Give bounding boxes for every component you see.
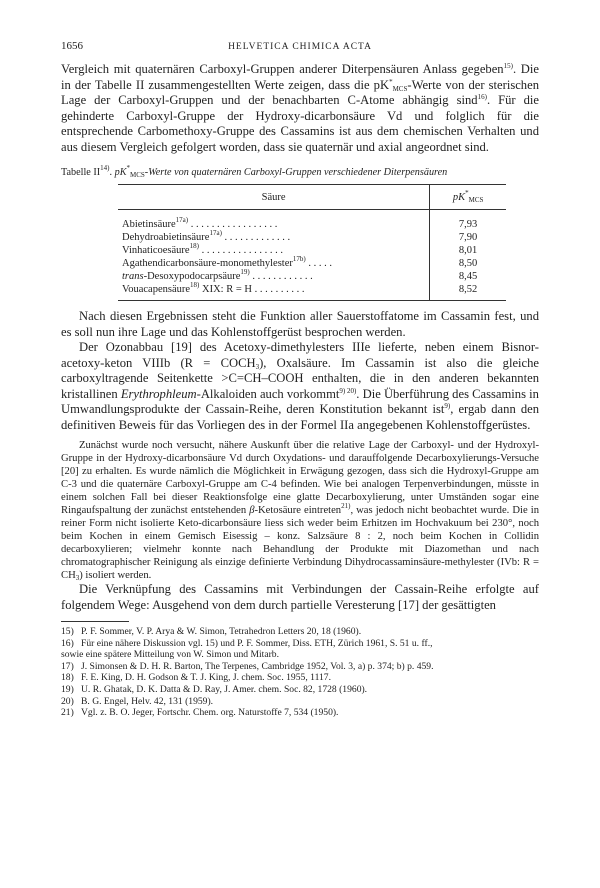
page <box>61 40 539 719</box>
paragraph-linkage: Die Verknüpfung des Cassamins mit Verbindungen der Cassain-Reihe erfolgte auf folgendem Wege: Ausgehend von dem durch partielle Veresterung [17] der gesättigten <box>61 582 539 612</box>
footnote: 19) U. R. Ghatak, D. K. Datta & D. Ray, J. Amer. chem. Soc. 82, 1728 (1960). <box>61 683 368 695</box>
paragraph-pk-values: Vergleich mit quaternären Carboxyl-Gruppen anderer Diterpensäuren Anlass gegeben$^{15)}$. Die in der Tabelle II zusammengestellten Werte zeigen, dass die $pK^*_{MCS}$-Werte von der sterischen Lage der Carboxyl-Gruppen und der benachbarten C-Atome abhängig sind$^{16)}$. Für die gehinderte Carboxyl-Gruppe der Hydroxy-dicarbonsäure Vd und folglich für die entsprechende Carbomethoxy-Gruppe des Cassamins ist aus dem chemischen Verhalten und aus diesem Vergleich gefolgert worden, dass sie quaternär und axial angeordnet sind. <box>61 62 539 154</box>
table-row: trans-Desoxypodocarpsäure$^{19)}$ . . . . . . . . . . . . 8,45 <box>118 270 506 283</box>
paragraph-results: Nach diesen Ergebnissen steht die Funktion aller Sauerstoffatome im Cassamin fest, und es soll nun ihre Lage und das Kohlenstoffgerüst besprochen werden. <box>61 309 539 339</box>
footnote: 15) P. F. Sommer, V. P. Arya & W. Simon, Tetrahedron Letters 20, 18 (1960). <box>61 626 362 637</box>
footnote-divider <box>61 621 129 622</box>
column-header-acid: Säure <box>118 185 430 210</box>
table-row: Agathendicarbonsäure-monomethylester$^{17b)}$ . . . . . 8,50 <box>118 257 506 270</box>
table-row: Dehydroabietinsäure$^{17a)}$ . . . . . . . . . . . . . 7,90 <box>118 231 506 244</box>
table-header-row <box>118 185 506 210</box>
footnote-continuation: sowie eine spätere Mitteilung von W. Simon und Mitarb. <box>61 649 279 661</box>
column-header-pk: $pK^*_{MCS}$ <box>430 185 506 210</box>
pk-table <box>118 184 506 301</box>
footnote: 20) B. G. Engel, Helv. 42, 131 (1959). <box>61 695 214 707</box>
table-row: Abietinsäure$^{17a)}$ . . . . . . . . . . . . . . . . . 7,93 <box>118 210 506 232</box>
footnote: 17) J. Simonsen & D. H. R. Barton, The Terpenes, Cambridge 1952, Vol. 3, a) p. 374; b) p. 459. <box>61 660 434 672</box>
journal-title: HELVETICA CHIMICA ACTA <box>228 42 372 52</box>
paragraph-ozonolysis: Der Ozonabbau [19] des Acetoxy-dimethylesters IIIe lieferte, neben einem Bisnor-acetoxy-keton VIIIb $(R = COCH_3)$, Oxalsäure. Im Cassamin ist also die gleiche carboxyltragende Seitenkette >C=CH–COOH enthalten, die in den anderen bekannten kristallinen Erythrophleum-Alkaloiden auch vorkommt$^{9) 20)}$. Die Überführung des Cassamins in Umwandlungsprodukte der Cassain-Reihe, deren Konstitution bekannt ist$^{9)}$, ergab dann den definitiven Beweis für das Vorliegen des in der Formel IIa angegebenen Kohlenstoffgerüstes. <box>61 340 540 432</box>
table-caption: Tabelle II$^{14)}$. $pK^*_{MCS}$-Werte von quaternären Carboxyl-Gruppen verschiedener Diterpensäuren <box>61 164 448 179</box>
table-row: Vouacapensäure$^{18)}$ XIX: R = H . . . . . . . . . . 8,52 <box>118 283 506 301</box>
footnote: 21) Vgl. z. B. O. Jeger, Fortschr. Chem. org. Naturstoffe 7, 534 (1950). <box>61 707 339 719</box>
footnote: 16) Für eine nähere Diskussion vgl. 15) und P. F. Sommer, Diss. ETH, Zürich 1961, S. 51 u. ff., <box>61 637 433 649</box>
footnote: 18) F. E. King, D. H. Godson & T. J. King, J. chem. Soc. 1955, 1117. <box>61 672 331 684</box>
table-row: Vinhaticoesäure$^{18)}$ . . . . . . . . . . . . . . . . 8,01 <box>118 244 506 257</box>
footnotes <box>61 626 539 719</box>
page-header <box>61 40 539 62</box>
paragraph-small-experimental: Zunächst wurde noch versucht, nähere Auskunft über die relative Lage der Carboxyl- und der Hydroxyl-Gruppe in der Hydroxy-dicarbonsäure Vd durch Oxydations- und darauffolgende Decarboxylierungs-Versuche [20] zu erhalten. Es wurde nämlich die Möglichkeit in Erwägung gezogen, dass sich die Hydroxyl-Gruppe am C-3 und die quaternäre Carboxyl-Gruppe am C-4 befinden. Wie bei analogen Terpenverbindungen, müsste in einem solchen Fall bei dieser Reaktionsfolge eine glatte Decarboxylierung, unter Umständen sogar eine Ringaufspaltung der zunächst entstehenden β-Ketosäure eintreten$^{21)}$, was jedoch nicht beobachtet wurde. Die in reiner Form nicht isolierte Keto-dicarbonsäure liess sich weder beim Erhitzen im Hochvakuum bei 230°, noch beim Kochen in einem Gemisch Eisessig – konz. Salzsäure 8 : 2, noch beim Kochen in Collidin decarboxylieren; vielmehr konnte nach Behandlung der Produkte mit Diazomethan und nach chromatographischer Reinigung als einzige definierte Verbindung Dihydrocassaminsäure-methylester (IVb: $R = CH_3$) isoliert werden. <box>61 440 540 582</box>
page-number: 1656 <box>61 40 83 52</box>
